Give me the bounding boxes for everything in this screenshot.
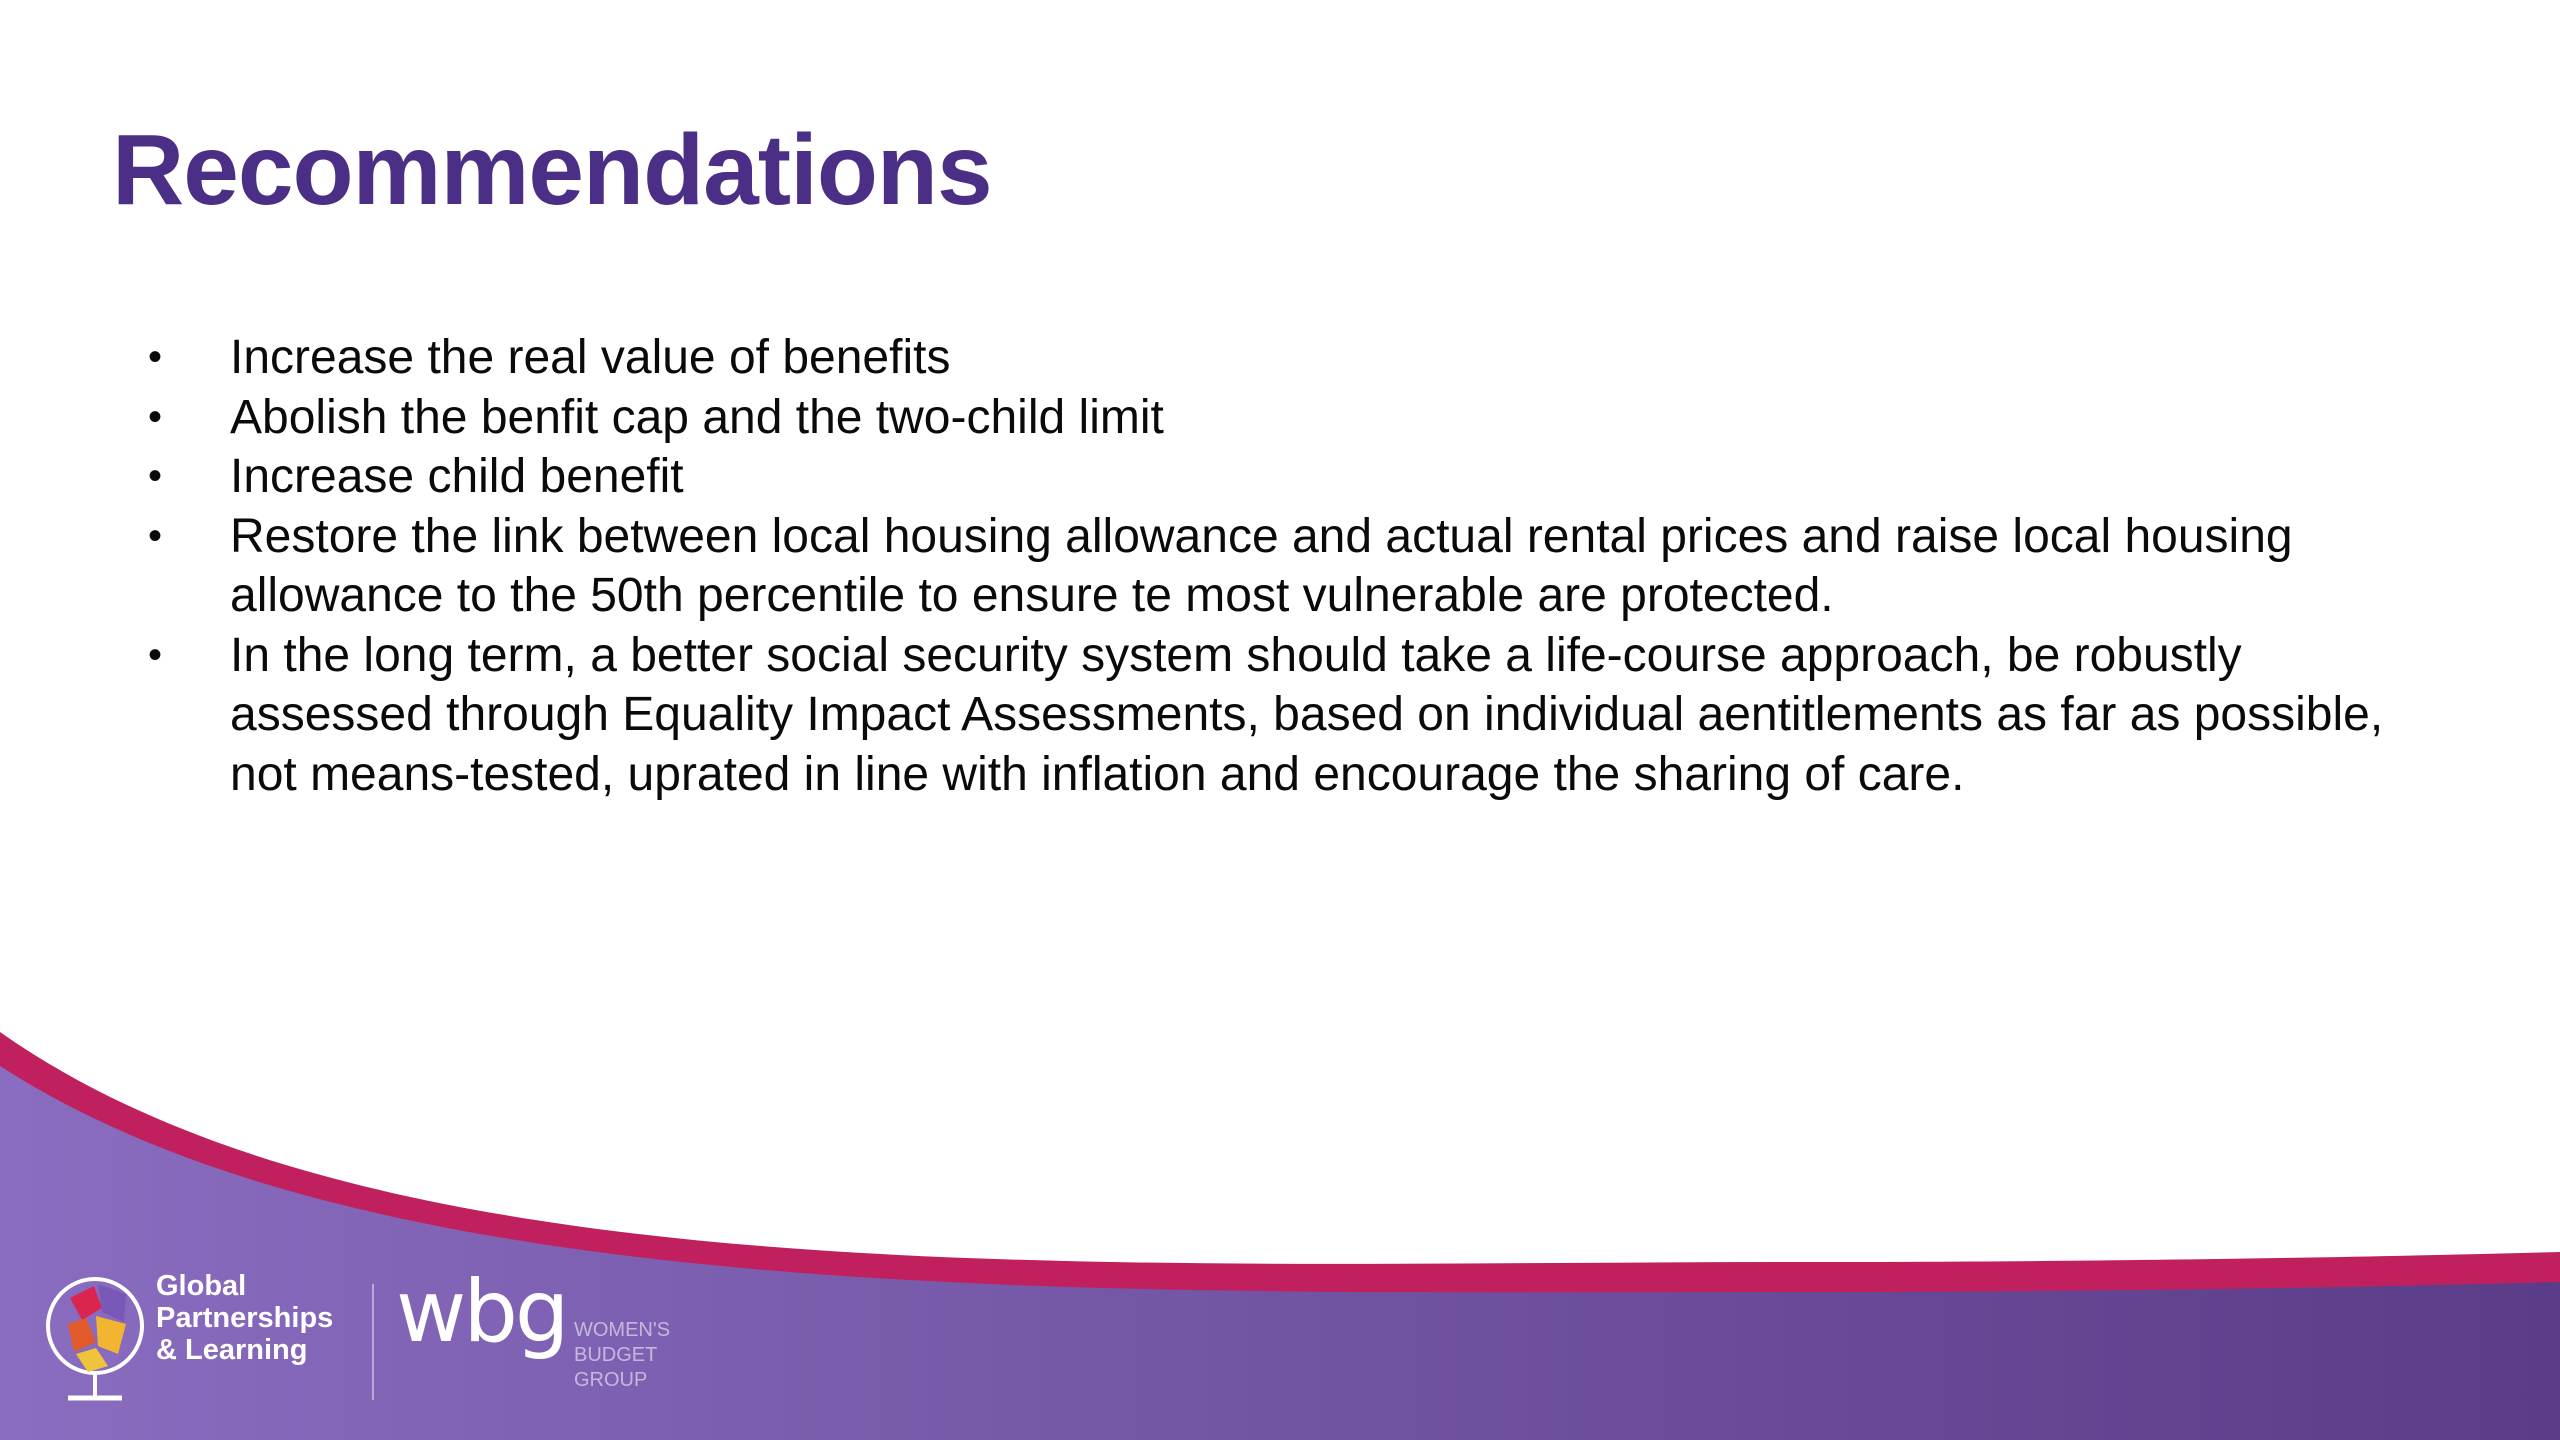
- bullet-marker: •: [148, 513, 163, 558]
- bullet-text: Abolish the benfit cap and the two-child limit: [230, 390, 1164, 444]
- globe-puzzle-icon: [40, 1262, 150, 1412]
- list-item: [148, 507, 2388, 626]
- bullet-text: Increase the real value of benefits: [230, 331, 951, 384]
- bullet-marker: •: [148, 394, 163, 439]
- list-item: [148, 388, 2388, 448]
- gpl-logo-text: Global Partnerships & Learning: [156, 1270, 334, 1366]
- logo-divider: [372, 1284, 374, 1400]
- bullet-marker: •: [148, 454, 163, 498]
- recommendations-list: [148, 328, 2388, 804]
- bullet-text: Increase child benefit: [230, 450, 684, 503]
- wbg-logo-text: WOMEN'S BUDGET GROUP: [574, 1319, 671, 1391]
- slide-title: Recommendations: [112, 114, 992, 226]
- bullet-marker: •: [148, 632, 163, 677]
- wbg-logo-mark: wbg: [396, 1262, 567, 1362]
- list-item: [148, 328, 2388, 388]
- footer-logos: [40, 1262, 740, 1412]
- bullet-text: In the long term, a better social security system should take a life-course approach, be robustly assessed through Equality Impact Assessments, based on individual aentitlements as far as possible, not means-tested, uprated in line with inflation and encourage the sharing of care.: [230, 628, 2384, 801]
- list-item: [148, 626, 2388, 805]
- bullet-text: Restore the link between local housing allowance and actual rental prices and raise local housing allowance to the 50th percentile to ensure te most vulnerable are protected.: [230, 509, 2293, 622]
- bullet-marker: •: [148, 335, 163, 379]
- list-item: [148, 447, 2388, 507]
